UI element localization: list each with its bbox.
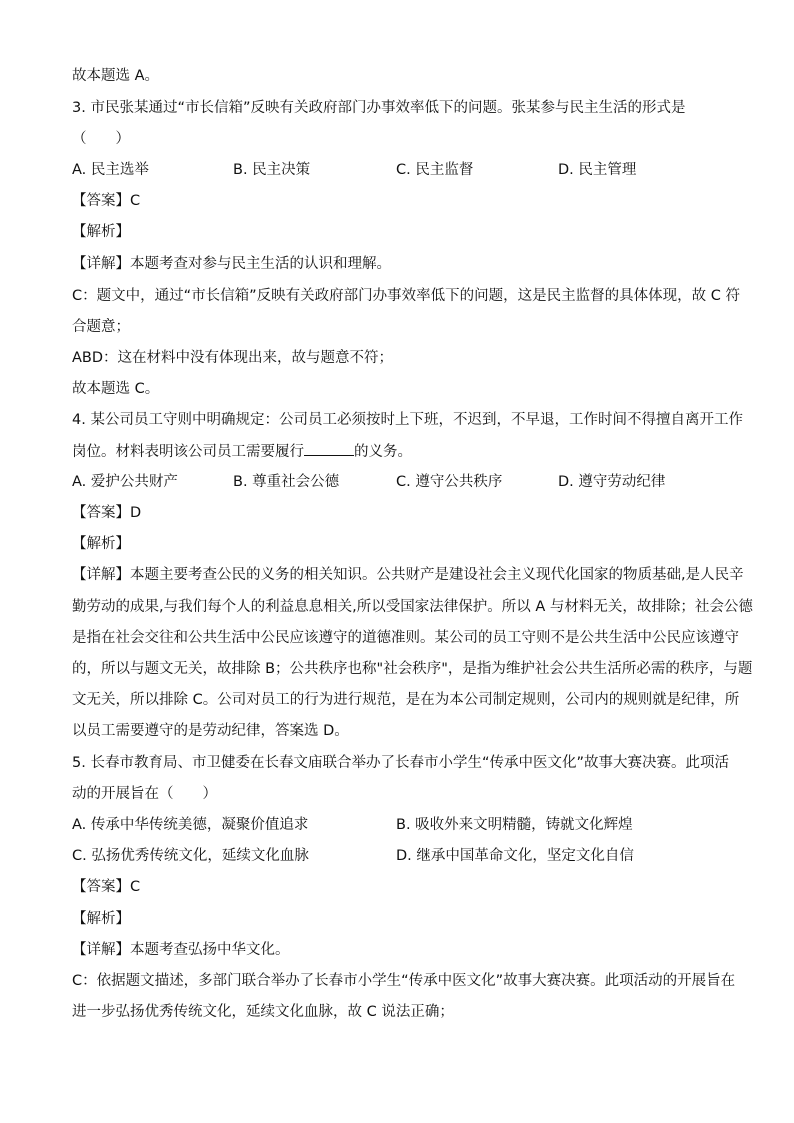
q3-conclusion: 故本题选 C。	[72, 381, 160, 397]
q4-option-d: D. 遵守劳动纪律	[558, 474, 666, 490]
q5-stem: 5. 长春市教育局、市卫健委在长春文庙联合举办了长春市小学生“传承中医文化”故事大赛决赛。此项活	[72, 755, 729, 771]
q5-c-explanation: C：依据题文描述，多部门联合举办了长春市小学生“传承中医文化”故事大赛决赛。此项活动的开展旨在	[72, 973, 736, 989]
prev-conclusion: 故本题选 A。	[72, 68, 160, 84]
q4-detail-line: 文无关，所以排除 C。公司对员工的行为进行规范，是在为本公司制定规则，公司内的规则就是纪律，所	[72, 692, 740, 708]
q4-option-c: C. 遵守公共秩序	[396, 474, 503, 490]
q4-detail-line: 以员工需要遵守的是劳动纪律，答案选 D。	[72, 723, 349, 739]
q3-option-b: B. 民主决策	[233, 162, 311, 178]
q4-detail-line: 勤劳动的成果,与我们每个人的利益息息相关,所以受国家法律保护。所以 A 与材料无关，故排除；社会公德	[72, 599, 753, 615]
q3-option-a: A. 民主选举	[72, 162, 149, 178]
q3-c-explanation-cont: 合题意；	[72, 319, 130, 335]
q4-stem-cont	[72, 441, 412, 462]
q5-c-explanation-cont: 进一步弘扬优秀传统文化，延续文化血脉，故 C 说法正确；	[72, 1004, 454, 1020]
q3-c-explanation: C：题文中，通过“市长信箱”反映有关政府部门办事效率低下的问题，这是民主监督的具体体现，故 C 符	[72, 288, 740, 304]
q3-option-d: D. 民主管理	[558, 162, 637, 178]
q3-answer: 【答案】C	[72, 193, 141, 209]
q3-stem: 3. 市民张某通过“市长信箱”反映有关政府部门办事效率低下的问题。张某参与民主生活的形式是	[72, 100, 686, 116]
q4-stem: 4. 某公司员工守则中明确规定：公司员工必须按时上下班，不迟到，不早退，工作时间不得擅自离开工作	[72, 412, 743, 428]
q4-answer: 【答案】D	[72, 505, 142, 521]
fill-in-blank	[304, 441, 354, 456]
q5-detail: 【详解】本题考查弘扬中华文化。	[72, 942, 290, 958]
q5-option-c: C. 弘扬优秀传统文化，延续文化血脉	[72, 848, 309, 864]
q3-analysis-label: 【解析】	[72, 224, 130, 240]
q3-option-c: C. 民主监督	[396, 162, 474, 178]
q5-stem-cont: 动的开展旨在（ ）	[72, 786, 217, 802]
q5-answer: 【答案】C	[72, 879, 141, 895]
q5-analysis-label: 【解析】	[72, 911, 130, 927]
q4-option-a: A. 爱护公共财产	[72, 474, 178, 490]
q3-stem-paren: （ ）	[72, 131, 130, 147]
q3-detail: 【详解】本题考查对参与民主生活的认识和理解。	[72, 256, 391, 272]
q4-stem-part2: 的义务。	[354, 444, 412, 460]
q4-analysis-label: 【解析】	[72, 536, 130, 552]
q4-detail-line: 【详解】本题主要考查公民的义务的相关知识。公共财产是建设社会主义现代化国家的物质基础,是人民辛	[72, 567, 744, 583]
q3-abd-explanation: ABD：这在材料中没有体现出来，故与题意不符；	[72, 350, 394, 366]
q4-stem-part1: 岗位。材料表明该公司员工需要履行	[72, 444, 304, 460]
q4-option-b: B. 尊重社会公德	[233, 474, 340, 490]
q5-option-b: B. 吸收外来文明精髓，铸就文化辉煌	[396, 817, 633, 833]
q5-option-d: D. 继承中国革命文化，坚定文化自信	[396, 848, 634, 864]
q5-option-a: A. 传承中华传统美德，凝聚价值追求	[72, 817, 309, 833]
q4-detail-line: 是指在社会交往和公共生活中公民应该遵守的道德准则。某公司的员工守则不是公共生活中公民应该遵守	[72, 630, 739, 646]
q4-detail-line: 的，所以与题文无关，故排除 B；公共秩序也称"社会秩序"，是指为维护社会公共生活所必需的秩序，与题	[72, 661, 753, 677]
